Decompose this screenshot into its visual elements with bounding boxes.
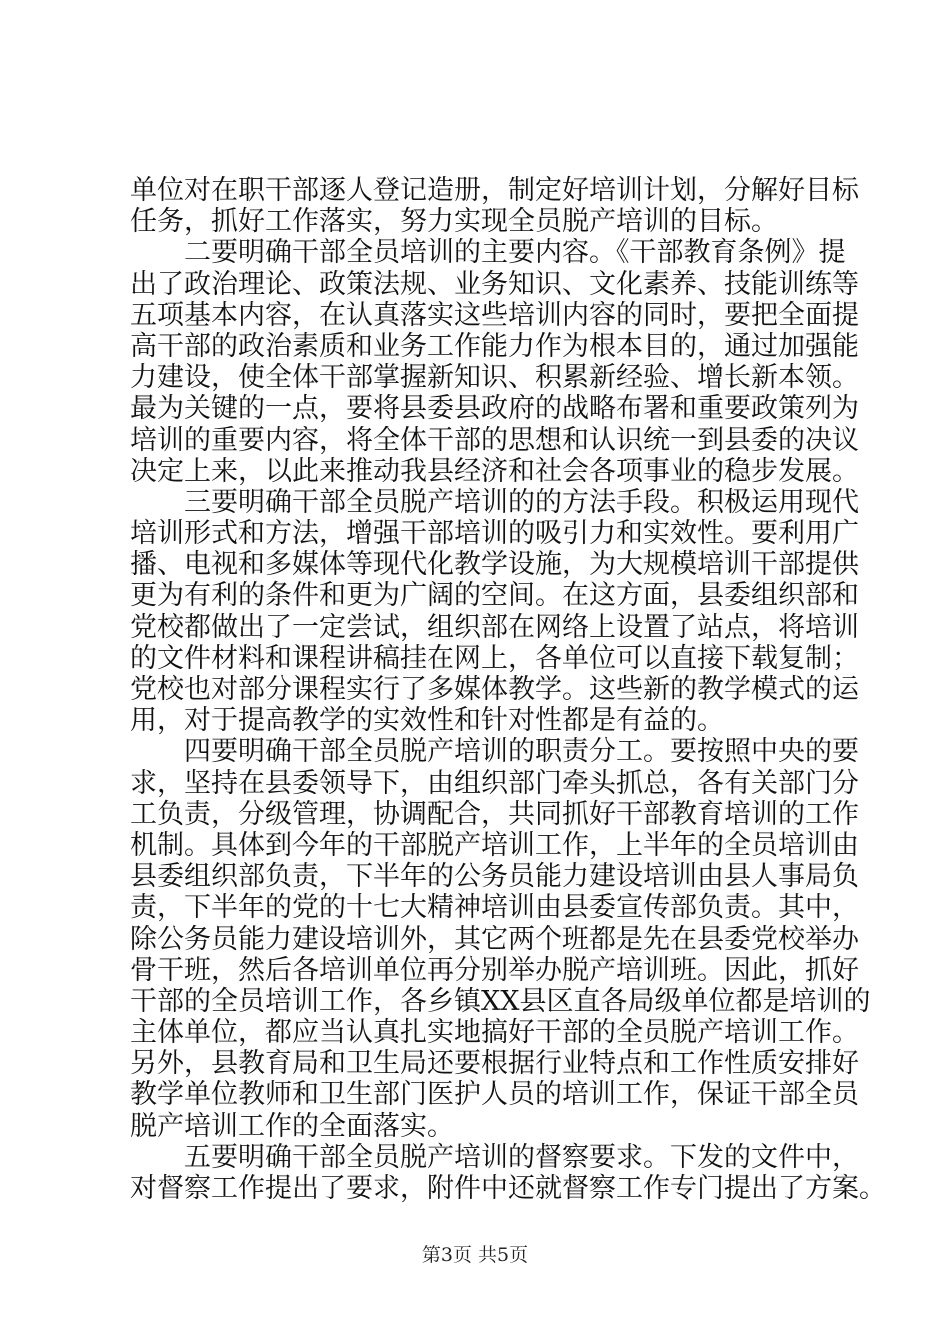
text-line: 机制。具体到今年的干部脱产培训工作，上半年的全员培训由 [130,829,859,861]
text-line: 五项基本内容，在认真落实这些培训内容的同时，要把全面提 [130,299,859,331]
text-line: 力建设，使全体干部掌握新知识、积累新经验、增长新本领。 [130,362,859,394]
text-line: 县委组织部负责，下半年的公务员能力建设培训由县人事局负 [130,861,859,893]
page-footer: 第3页 共5页 [421,1244,529,1266]
text-line: 任务，抓好工作落实，努力实现全员脱产培训的目标。 [130,206,778,238]
text-line: 培训的重要内容，将全体干部的思想和认识统一到县委的决议 [130,424,859,456]
text-line: 教学单位教师和卫生部门医护人员的培训工作，保证干部全员 [130,1079,859,1111]
text-line: 的文件材料和课程讲稿挂在网上，各单位可以直接下载复制； [130,642,859,674]
text-line: 骨干班，然后各培训单位再分别举办脱产培训班。因此，抓好 [130,954,859,986]
text-line: 党校也对部分课程实行了多媒体教学。这些新的教学模式的运 [130,674,859,705]
text-line: 对督察工作提出了要求，附件中还就督察工作专门提出了方案。 [130,1173,886,1204]
text-line: 党校都做出了一定尝试，组织部在网络上设置了站点，将培训 [130,611,859,643]
text-line: 单位对在职干部逐人登记造册，制定好培训计划，分解好目标 [130,175,859,206]
document-body [130,175,886,1204]
text-line: 二要明确干部全员培训的主要内容。《干部教育条例》提 [184,237,846,269]
text-line: 三要明确干部全员脱产培训的的方法手段。积极运用现代 [184,486,859,518]
text-line: 培训形式和方法，增强干部培训的吸引力和实效性。要利用广 [130,518,859,550]
text-line: 除公务员能力建设培训外，其它两个班都是先在县委党校举办 [130,923,859,955]
text-line: 更为有利的条件和更为广阔的空间。在这方面，县委组织部和 [130,580,859,612]
text-line: 用，对于提高教学的实效性和针对性都是有益的。 [130,705,724,737]
text-line: 播、电视和多媒体等现代化教学设施，为大规模培训干部提供 [130,549,859,581]
text-line: 工负责，分级管理，协调配合，共同抓好干部教育培训的工作 [130,798,859,830]
text-line: 脱产培训工作的全面落实。 [130,1110,454,1142]
text-line: 主体单位，都应当认真扎实地搞好干部的全员脱产培训工作。 [130,1017,859,1049]
text-line: 责，下半年的党的十七大精神培训由县委宣传部负责。其中， [130,892,859,924]
text-line: 四要明确干部全员脱产培训的职责分工。要按照中央的要 [184,736,859,768]
text-line: 决定上来，以此来推动我县经济和社会各项事业的稳步发展。 [130,455,859,487]
text-line: 求，坚持在县委领导下，由组织部门牵头抓总，各有关部门分 [130,767,859,799]
text-line: 最为关键的一点，要将县委县政府的战略布署和重要政策列为 [130,393,859,425]
text-line: 高干部的政治素质和业务工作能力作为根本目的，通过加强能 [130,330,859,362]
text-line: 出了政治理论、政策法规、业务知识、文化素养、技能训练等 [130,268,859,300]
text-line: 另外，县教育局和卫生局还要根据行业特点和工作性质安排好 [130,1048,859,1080]
text-line: 五要明确干部全员脱产培训的督察要求。下发的文件中， [184,1141,859,1173]
text-line: 干部的全员培训工作，各乡镇XX县区直各局级单位都是培训的 [130,985,871,1017]
